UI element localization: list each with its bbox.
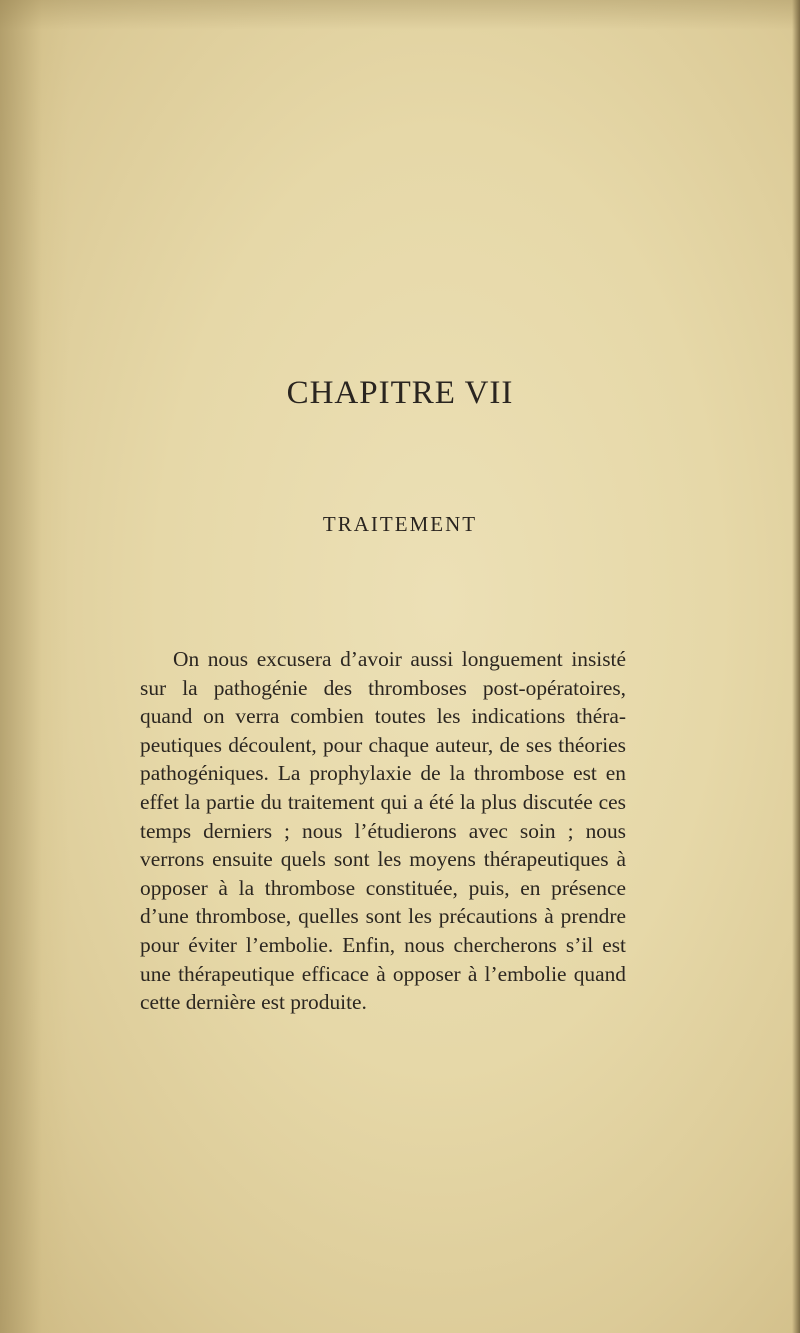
section-heading: TRAITEMENT — [322, 512, 478, 536]
page-edge-right — [792, 0, 800, 1333]
chapter-heading: CHAPITRE VII — [286, 375, 514, 411]
body-paragraph: On nous excusera d’avoir aussi longuement insisté sur la pathogénie des thromboses post-opératoires, quand on verra combien toutes les indications thérapeutiques découlent, pour chaque auteur, de ses théories pathogéniques. La prophylaxie de la thrombose est en effet la partie du traitement qui a été la plus discutée ces temps derniers ; nous l’étudierons avec soin ; nous verrons ensuite quels sont les moyens thérapeutiques à opposer à la thrombose constituée, puis, en présence d’une thrombose, quelles sont les précautions à prendre pour éviter l’embolie. Enfin, nous chercherons s’il est une thérapeutique efficace à opposer à l’embolie quand cette dernière est produite. — [140, 647, 626, 1015]
page-shadow-top — [0, 0, 800, 30]
page-shadow-left — [0, 0, 70, 1333]
